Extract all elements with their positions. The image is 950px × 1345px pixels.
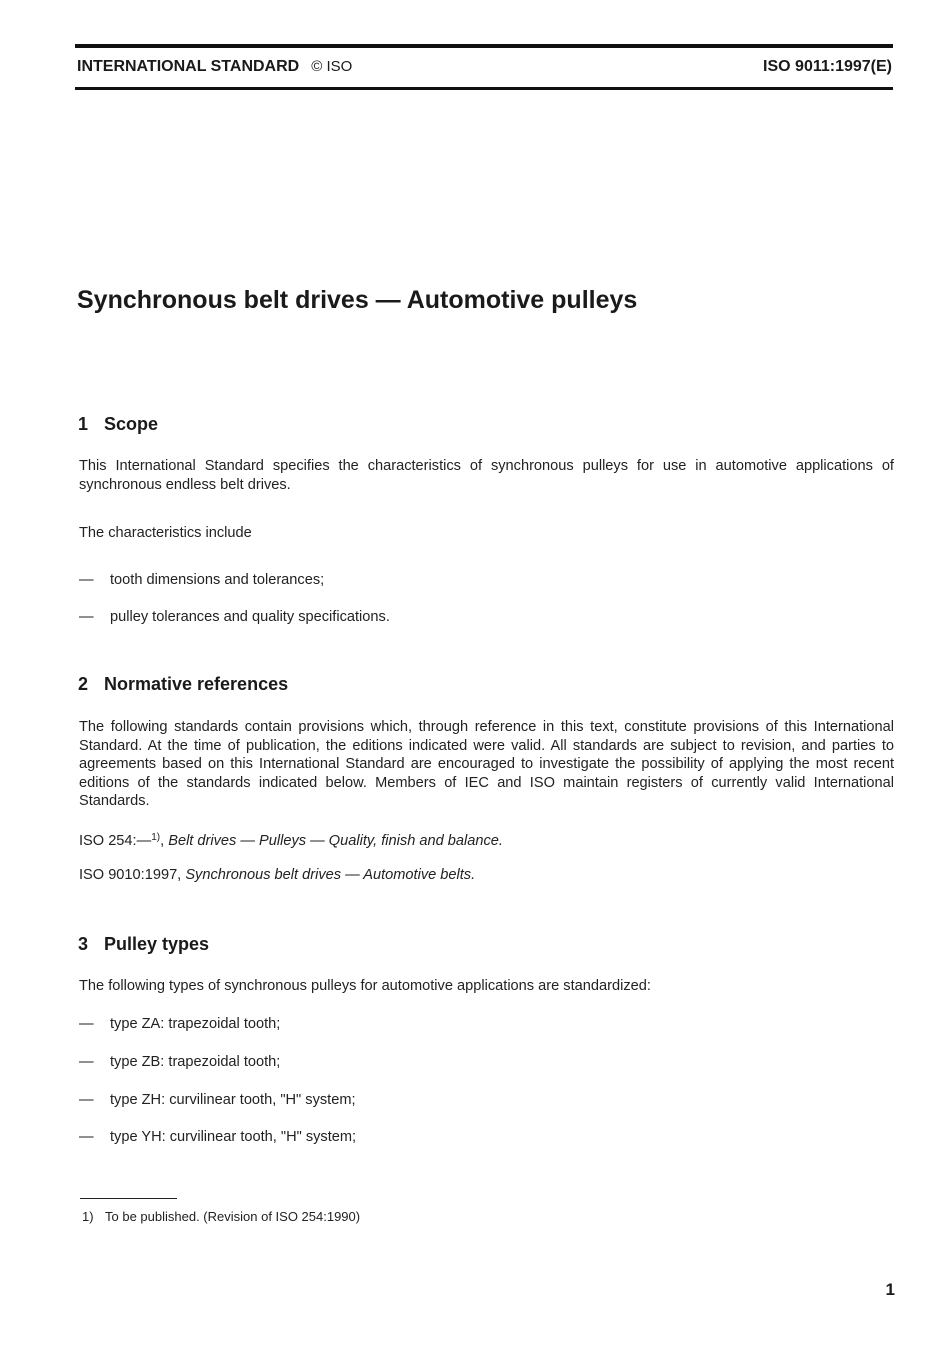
reference-entry	[79, 866, 475, 885]
footnote-rule	[80, 1198, 177, 1199]
normative-paragraph: The following standards contain provisions which, through reference in this text, constitute provisions of this International Standard. At the time of publication, the editions indicated were valid. All standards are subject to revision, and parties to agreements based on this International Standard are encouraged to investigate the possibility of applying the most recent editions of the standards indicated below. Members of IEC and ISO maintain registers of currently valid International Standards.	[79, 719, 894, 809]
reference-title: Synchronous belt drives — Automotive belts.	[185, 867, 476, 883]
section-number: 3	[78, 934, 89, 954]
page-number: 1	[885, 1280, 895, 1299]
dash-marker: —	[79, 1129, 94, 1145]
scope-paragraph: This International Standard specifies the characteristics of synchronous pulleys for use in automotive applications of synchronous endless belt drives.	[79, 458, 894, 493]
section-title: Normative references	[104, 674, 289, 694]
reference-code: ISO 254:—	[79, 833, 152, 849]
footnote-text: To be published. (Revision of ISO 254:1990)	[105, 1209, 361, 1224]
section-number: 1	[78, 414, 89, 434]
types-intro: The following types of synchronous pulleys for automotive applications are standardized:	[79, 978, 651, 994]
list-item	[79, 1053, 280, 1072]
header-copyright: © ISO	[311, 58, 353, 75]
dash-marker: —	[79, 1092, 94, 1108]
dash-marker: —	[79, 572, 94, 588]
list-item-text: type ZB: trapezoidal tooth;	[110, 1054, 281, 1070]
dash-marker: —	[79, 1016, 94, 1032]
section-scope-heading	[78, 414, 158, 435]
list-item	[79, 1128, 356, 1147]
list-item-text: type ZA: trapezoidal tooth;	[110, 1016, 281, 1032]
dash-marker: —	[79, 609, 94, 625]
footnote-marker: 1)	[151, 832, 161, 843]
scope-characteristics-intro: The characteristics include	[79, 525, 252, 541]
header-bottom-rule	[75, 87, 893, 90]
list-item	[79, 608, 390, 627]
footnote-number: 1)	[82, 1209, 94, 1224]
section-normative-heading	[78, 674, 288, 695]
header-standard-code: ISO 9011:1997(E)	[763, 58, 892, 75]
list-item-text: pulley tolerances and quality specifications.	[110, 609, 390, 625]
footnote	[82, 1209, 360, 1224]
reference-entry: ISO 254:—$^{1)}$, Belt drives — Pulleys — Quality, finish and balance.	[79, 832, 503, 849]
section-title: Pulley types	[104, 934, 210, 954]
list-item	[79, 571, 324, 590]
list-item-text: type YH: curvilinear tooth, "H" system;	[110, 1129, 357, 1145]
reference-code: ISO 9010:1997,	[79, 867, 182, 883]
list-item-text: type ZH: curvilinear tooth, "H" system;	[110, 1092, 356, 1108]
list-item	[79, 1091, 356, 1110]
reference-title: Belt drives — Pulleys — Quality, finish and balance.	[168, 833, 503, 849]
document-title: Synchronous belt drives — Automotive pulleys	[77, 286, 638, 314]
section-types-heading	[78, 934, 209, 955]
list-item-text: tooth dimensions and tolerances;	[110, 572, 325, 588]
section-title: Scope	[104, 414, 159, 434]
header-top-rule	[75, 44, 893, 48]
header-doc-type: INTERNATIONAL STANDARD	[77, 58, 300, 75]
list-item	[79, 1015, 280, 1034]
dash-marker: —	[79, 1054, 94, 1070]
section-number: 2	[78, 674, 89, 694]
header-left	[77, 58, 352, 76]
